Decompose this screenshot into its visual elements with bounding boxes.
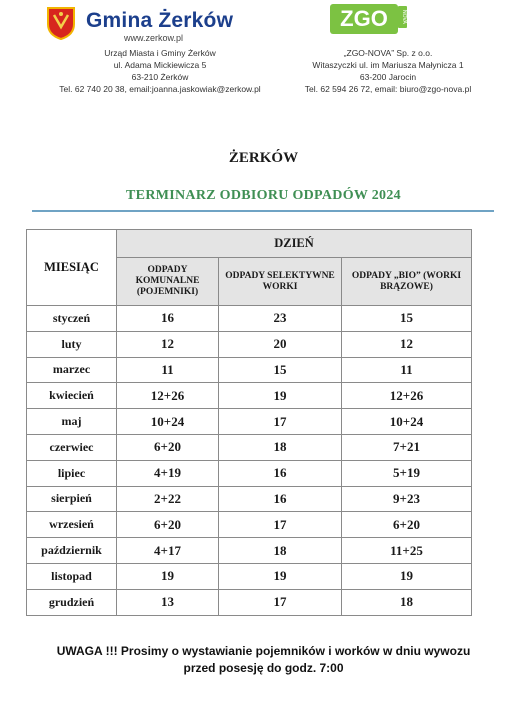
- note-line: przed posesję do godz. 7:00: [183, 661, 344, 675]
- month-cell: wrzesień: [27, 512, 117, 538]
- bio-column-header: ODPADY „BIO” (WORKI BRĄZOWE): [342, 258, 472, 306]
- note-line: UWAGA !!! Prosimy o wystawianie pojemników i worków w dniu wywozu: [56, 644, 471, 658]
- selektywne-cell: 17: [219, 512, 342, 538]
- table-row: [27, 357, 472, 383]
- table-row: [27, 460, 472, 486]
- address-line: Witaszyczki ul. im Mariusza Małynicza 1: [312, 60, 464, 70]
- komunalne-cell: 4+19: [117, 460, 219, 486]
- gmina-address: [40, 47, 280, 95]
- komunalne-cell: 2+22: [117, 486, 219, 512]
- brand-name: Gmina Żerków: [86, 9, 234, 32]
- komunalne-cell: 11: [117, 357, 219, 383]
- address-line: Tel. 62 740 20 38, email:joanna.jaskowiak@zerkow.pl: [59, 84, 261, 94]
- table-row: [27, 434, 472, 460]
- selektywne-cell: 20: [219, 331, 342, 357]
- selektywne-cell: 17: [219, 409, 342, 435]
- komunalne-cell: 12+26: [117, 383, 219, 409]
- selektywne-cell: 23: [219, 306, 342, 332]
- zgo-nova-logo: [330, 4, 410, 38]
- month-cell: grudzień: [27, 589, 117, 615]
- month-cell: styczeń: [27, 306, 117, 332]
- selektywne-cell: 16: [219, 486, 342, 512]
- selektywne-cell: 16: [219, 460, 342, 486]
- gmina-zerkow-logo: [46, 6, 246, 42]
- selektywne-cell: 18: [219, 538, 342, 564]
- month-cell: lipiec: [27, 460, 117, 486]
- komunalne-cell: 12: [117, 331, 219, 357]
- month-cell: marzec: [27, 357, 117, 383]
- komunalne-cell: 13: [117, 589, 219, 615]
- month-column-header: MIESIĄC: [27, 230, 117, 306]
- selektywne-cell: 15: [219, 357, 342, 383]
- title-divider: [32, 210, 494, 212]
- selektywne-cell: 19: [219, 383, 342, 409]
- month-cell: sierpień: [27, 486, 117, 512]
- address-line: ul. Adama Mickiewicza 5: [113, 60, 207, 70]
- table-row: [27, 563, 472, 589]
- brand-url: www.zerkow.pl: [124, 33, 184, 43]
- bio-cell: 9+23: [342, 486, 472, 512]
- month-cell: październik: [27, 538, 117, 564]
- schedule-title: TERMINARZ ODBIORU ODPADÓW 2024: [126, 188, 401, 203]
- month-cell: kwiecień: [27, 383, 117, 409]
- day-column-header: DZIEŃ: [117, 230, 472, 258]
- komunalne-cell: 10+24: [117, 409, 219, 435]
- selektywne-cell: 19: [219, 563, 342, 589]
- bio-cell: 18: [342, 589, 472, 615]
- table-row: [27, 331, 472, 357]
- selektywne-cell: 17: [219, 589, 342, 615]
- address-line: „ZGO-NOVA” Sp. z o.o.: [343, 48, 433, 58]
- month-cell: czerwiec: [27, 434, 117, 460]
- address-line: 63-210 Żerków: [131, 72, 189, 82]
- table-row: [27, 383, 472, 409]
- bio-cell: 5+19: [342, 460, 472, 486]
- bio-cell: 15: [342, 306, 472, 332]
- month-cell: listopad: [27, 563, 117, 589]
- bio-cell: 12: [342, 331, 472, 357]
- bio-cell: 19: [342, 563, 472, 589]
- bio-cell: 6+20: [342, 512, 472, 538]
- selektywne-column-header: ODPADY SELEKTYWNE WORKI: [219, 258, 342, 306]
- komunalne-cell: 19: [117, 563, 219, 589]
- selektywne-cell: 18: [219, 434, 342, 460]
- address-line: 63-200 Jarocin: [359, 72, 417, 82]
- table-row: [27, 486, 472, 512]
- collection-schedule-table: [26, 229, 472, 616]
- city-title: ŻERKÓW: [228, 150, 299, 166]
- bio-cell: 12+26: [342, 383, 472, 409]
- zgo-address: [268, 47, 508, 95]
- komunalne-cell: 6+20: [117, 434, 219, 460]
- address-line: Tel. 62 594 26 72, email: biuro@zgo-nova.pl: [304, 84, 472, 94]
- bio-cell: 11+25: [342, 538, 472, 564]
- month-cell: luty: [27, 331, 117, 357]
- table-row: [27, 512, 472, 538]
- month-cell: maj: [27, 409, 117, 435]
- komunalne-column-header: ODPADY KOMUNALNE (POJEMNIKI): [117, 258, 219, 306]
- coat-of-arms-icon: [46, 6, 76, 40]
- bio-cell: 11: [342, 357, 472, 383]
- bio-cell: 7+21: [342, 434, 472, 460]
- address-line: Urząd Miasta i Gminy Żerków: [104, 48, 216, 58]
- schedule-rows: [27, 306, 472, 616]
- zgo-logo-tag: NOVA: [398, 6, 407, 28]
- collection-note: [0, 643, 527, 677]
- komunalne-cell: 16: [117, 306, 219, 332]
- komunalne-cell: 6+20: [117, 512, 219, 538]
- zgo-logo-text: ZGO: [330, 4, 398, 34]
- komunalne-cell: 4+17: [117, 538, 219, 564]
- table-row: [27, 409, 472, 435]
- table-row: [27, 589, 472, 615]
- bio-cell: 10+24: [342, 409, 472, 435]
- table-row: [27, 306, 472, 332]
- table-row: [27, 538, 472, 564]
